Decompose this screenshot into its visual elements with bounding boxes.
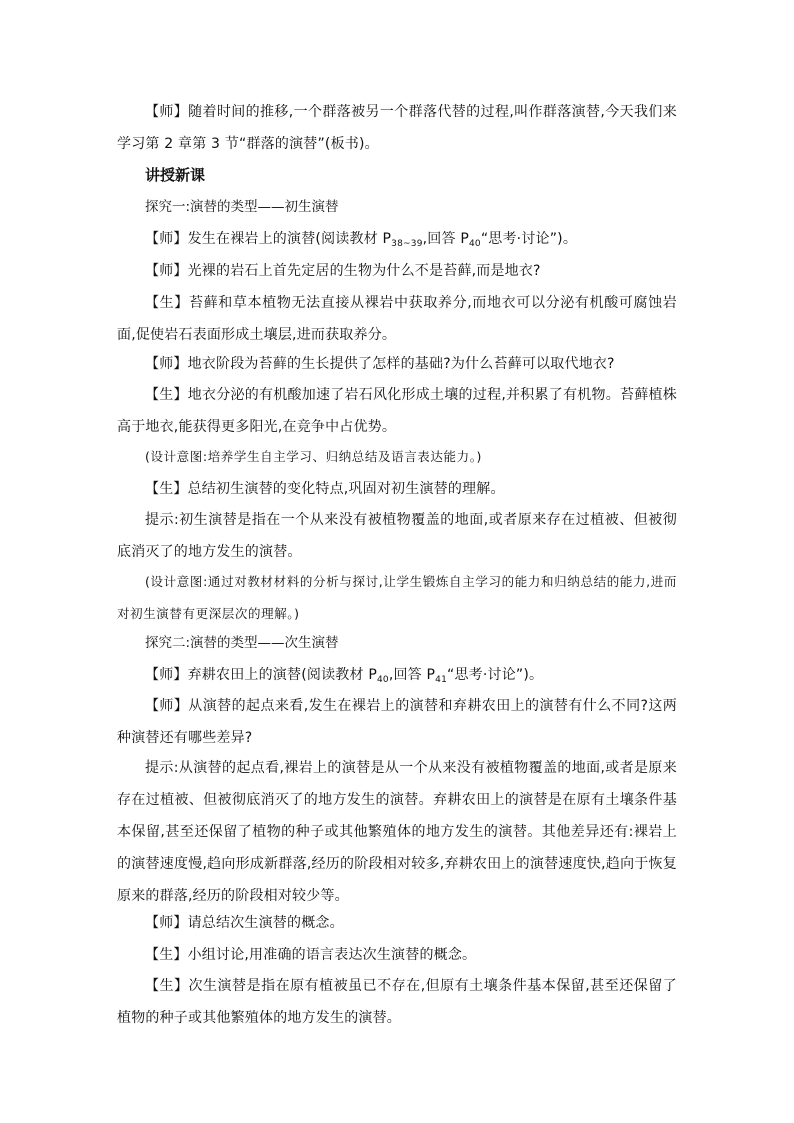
- page-ref-sub: 40: [376, 675, 389, 685]
- paragraph-secondary-concept: [117, 970, 677, 1034]
- paragraph-hint-primary: 提示:初生演替是指在一个从来没有被植物覆盖的地面,或者原来存在过植被、但被彻底消灭了的地方发生的演替。: [117, 512, 677, 560]
- paragraph-text: 发生在裸岩上的演替(阅读教材 P: [187, 231, 392, 247]
- paragraph-bare-rock: [117, 223, 677, 255]
- paragraph-text: 地衣阶段为苔藓的生长提供了怎样的基础?为什么苔藓可以取代地衣?: [187, 356, 615, 372]
- design-note-1: (设计意图:培养学生自主学习、归纳总结及语言表达能力。): [145, 449, 483, 464]
- paragraph-question-lichen: [117, 255, 677, 287]
- role-student: 【生】: [145, 481, 188, 497]
- role-teacher: 【师】: [145, 698, 189, 714]
- page-ref-sub: 41: [435, 675, 448, 685]
- paragraph-abandoned-farmland: [117, 659, 677, 691]
- paragraph-question-difference: [117, 690, 677, 754]
- role-student: 【生】: [145, 978, 189, 994]
- paragraph-text: 随着时间的推移,一个群落被另一个群落代替的过程,叫作群落演替,今天我们来学习第 2 章第 3 节“群落的演替”(板书)。: [117, 104, 677, 152]
- paragraph-text: “思考·讨论”)。: [480, 231, 578, 247]
- role-student: 【生】: [145, 387, 188, 403]
- paragraph-text: ,回答 P: [388, 667, 436, 683]
- page-ref-sub: 38~39: [391, 239, 423, 249]
- paragraph-text: 光裸的岩石上首先定居的生物为什么不是苔藓,而是地衣?: [187, 263, 541, 279]
- role-teacher: 【师】: [145, 356, 188, 372]
- role-student: 【生】: [145, 947, 188, 963]
- design-note-2: (设计意图:通过对教材材料的分析与探讨,让学生锻炼自主学习的能力和归纳总结的能力,进而对初生演替有更深层次的理解。): [117, 574, 677, 621]
- paragraph-text: 小组讨论,用准确的语言表达次生演替的概念。: [187, 947, 477, 963]
- paragraph-text: 次生演替是指在原有植被虽已不存在,但原有土壤条件基本保留,甚至还保留了植物的种子或其他繁殖体的地方发生的演替。: [117, 978, 677, 1026]
- paragraph-group-discussion: [117, 939, 677, 971]
- paragraph-request-concept: [117, 907, 677, 939]
- paragraph-answer-lichen: [117, 287, 677, 351]
- subheading-explore-2: 探究二:演替的类型——次生演替: [145, 635, 339, 651]
- paragraph-summary-primary: [117, 473, 677, 505]
- section-heading-new-lesson: 讲授新课: [145, 166, 206, 184]
- subheading-explore-1: 探究一:演替的类型——初生演替: [145, 199, 339, 215]
- paragraph-hint-difference: 提示:从演替的起点看,裸岩上的演替是从一个从来没有被植物覆盖的地面,或者是原来存在过植被、但被彻底消灭了的地方发生的演替。弃耕农田上的演替是在原有土壤条件基本保留,甚至还保留了植物的种子或其他繁殖体的地方发生的演替。其他差异还有:裸岩上的演替速度慢,趋向形成新群落,经历的阶段相对较多,弃耕农田上的演替速度快,趋向于恢复原来的群落,经历的阶段相对较少等。: [117, 760, 677, 904]
- paragraph-text: ,回答 P: [422, 231, 469, 247]
- paragraph-text: 请总结次生演替的概念。: [187, 915, 344, 931]
- page-ref-sub: 40: [468, 239, 481, 249]
- paragraph-text: 苔藓和草本植物无法直接从裸岩中获取养分,而地衣可以分泌有机酸可腐蚀岩面,促使岩石表面形成土壤层,进而获取养分。: [117, 295, 677, 343]
- paragraph-text: 地衣分泌的有机酸加速了岩石风化形成土壤的过程,并积累了有机物。苔藓植株高于地衣,能获得更多阳光,在竞争中占优势。: [117, 387, 677, 435]
- role-teacher: 【师】: [145, 231, 188, 247]
- role-teacher: 【师】: [145, 263, 188, 279]
- paragraph-intro: [117, 96, 677, 160]
- role-teacher: 【师】: [145, 104, 189, 120]
- paragraph-answer-moss: [117, 379, 677, 443]
- paragraph-text: 总结初生演替的变化特点,巩固对初生演替的理解。: [187, 481, 505, 497]
- paragraph-text: 弃耕农田上的演替(阅读教材 P: [187, 667, 377, 683]
- role-teacher: 【师】: [145, 667, 188, 683]
- paragraph-question-moss: [117, 348, 677, 380]
- role-teacher: 【师】: [145, 915, 188, 931]
- role-student: 【生】: [145, 295, 189, 311]
- paragraph-text: “思考·讨论”)。: [447, 667, 544, 683]
- paragraph-text: 从演替的起点来看,发生在裸岩上的演替和弃耕农田上的演替有什么不同?这两种演替还有哪些差异?: [117, 698, 677, 746]
